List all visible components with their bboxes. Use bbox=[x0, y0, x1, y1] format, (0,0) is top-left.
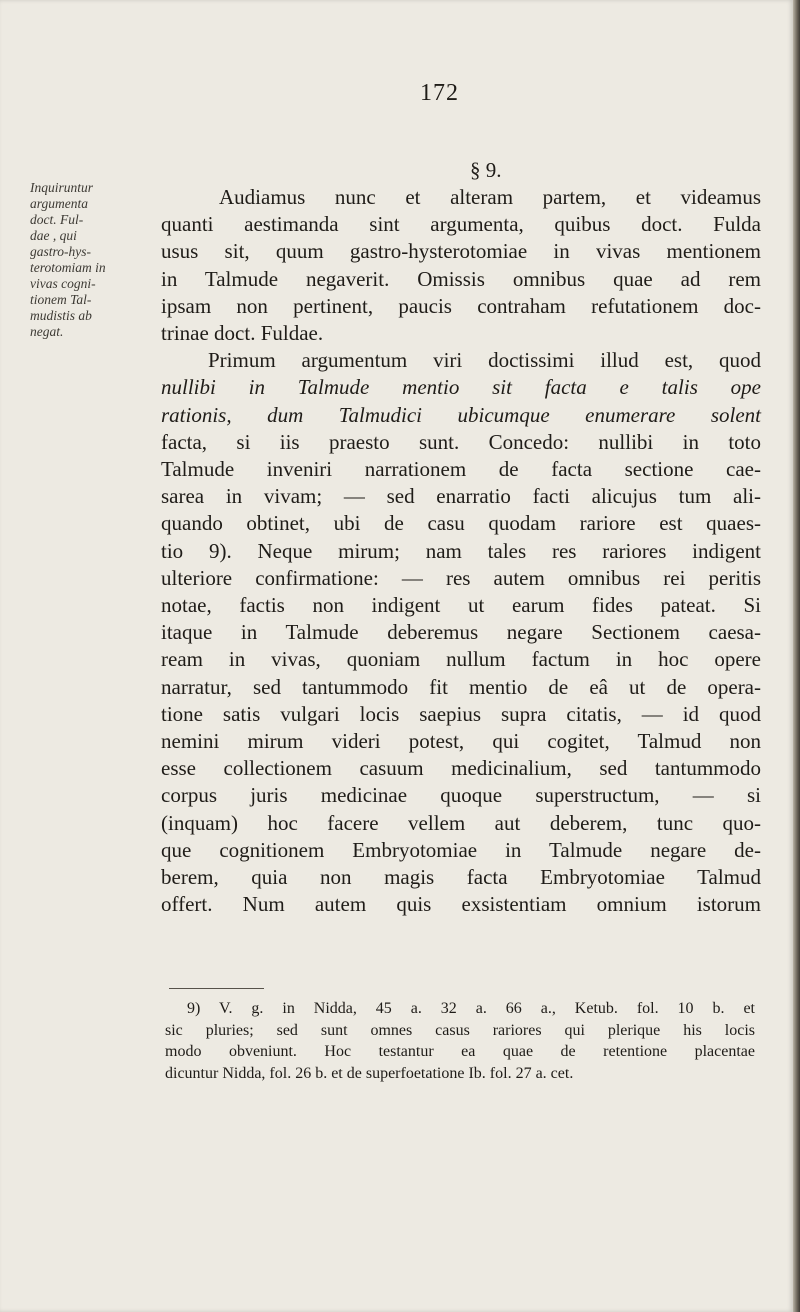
text-line: Talmude inveniri narrationem de facta sectione cae- bbox=[161, 457, 761, 482]
footnote-line: dicuntur Nidda, fol. 26 b. et de superfoetatione Ib. fol. 27 a. cet. bbox=[165, 1064, 574, 1082]
text-line: rationis, dum Talmudici ubicumque enumerare solent bbox=[161, 402, 761, 427]
margin-note-line: gastro-hys- bbox=[30, 244, 91, 259]
section-heading: § 9. bbox=[470, 158, 502, 182]
text-line: nemini mirum videri potest, qui cogitet, Talmud non bbox=[161, 729, 761, 754]
text-line: ipsam non pertinent, paucis contraham refutationem doc- bbox=[161, 293, 761, 318]
text-line: tio 9). Neque mirum; nam tales res rariores indigent bbox=[161, 538, 761, 563]
text-line: offert. Num autem quis exsistentiam omnium istorum bbox=[161, 892, 761, 917]
text-line: in Talmude negaverit. Omissis omnibus quae ad rem bbox=[161, 266, 761, 291]
text-line: sarea in vivam; — sed enarratio facti alicujus tum ali- bbox=[161, 484, 761, 509]
margin-note-line: argumenta bbox=[30, 196, 88, 211]
page-number: 172 bbox=[420, 80, 459, 106]
text-line: ream in vivas, quoniam nullum factum in hoc opere bbox=[161, 647, 761, 672]
footnote-line: 9) V. g. in Nidda, 45 a. 32 a. 66 a., Ketub. fol. 10 b. et bbox=[187, 1000, 755, 1017]
text-line: itaque in Talmude deberemus negare Sectionem caesa- bbox=[161, 620, 761, 645]
text-line: quanti aestimanda sint argumenta, quibus doct. Fulda bbox=[161, 212, 761, 237]
footnotes bbox=[165, 998, 755, 1084]
text-line: narratur, sed tantummodo fit mentio de eâ ut de opera- bbox=[161, 674, 761, 699]
text-line: quando obtinet, ubi de casu quodam rariore est quaes- bbox=[161, 511, 761, 536]
margin-note-line: negat. bbox=[30, 324, 64, 339]
margin-note-line: vivas cogni- bbox=[30, 276, 96, 291]
text-line: esse collectionem casuum medicinalium, sed tantummodo bbox=[161, 756, 761, 781]
text-line: notae, factis non indigent ut earum fides pateat. Si bbox=[161, 593, 761, 618]
text-line: corpus juris medicinae quoque superstructum, — si bbox=[161, 783, 761, 808]
text-line: nullibi in Talmude mentio sit facta e talis ope bbox=[161, 375, 761, 400]
page-edge-shadow bbox=[793, 0, 800, 1312]
margin-note-line: dae , qui bbox=[30, 228, 77, 243]
text-line: berem, quia non magis facta Embryotomiae Talmud bbox=[161, 865, 761, 890]
footnote-line: modo obveniunt. Hoc testantur ea quae de retentione placentae bbox=[165, 1043, 755, 1060]
text-line: Primum argumentum viri doctissimi illud est, quod bbox=[208, 348, 761, 373]
margin-note-line: doct. Ful- bbox=[30, 212, 84, 227]
margin-note-line: Inquiruntur bbox=[30, 180, 94, 195]
text-line: usus sit, quum gastro-hysterotomiae in vivas mentionem bbox=[161, 239, 761, 264]
margin-note-line: terotomiam in bbox=[30, 260, 106, 275]
text-line: facta, si iis praesto sunt. Concedo: nullibi in toto bbox=[161, 429, 761, 454]
footnote-line: sic pluries; sed sunt omnes casus rariores qui plerique his locis bbox=[165, 1021, 755, 1039]
text-line: (inquam) hoc facere vellem aut deberem, tunc quo- bbox=[161, 810, 761, 835]
margin-note-line: mudistis ab bbox=[30, 308, 92, 323]
margin-note-line: tionem Tal- bbox=[30, 292, 92, 307]
footnote-divider bbox=[169, 988, 264, 989]
text-line: trinae doct. Fuldae. bbox=[161, 321, 324, 346]
text-line: tione satis vulgari locis saepius supra citatis, — id quod bbox=[161, 701, 761, 726]
text-line: ulteriore confirmatione: — res autem omnibus rei peritis bbox=[161, 565, 761, 590]
main-text bbox=[161, 184, 761, 918]
text-line: que cognitionem Embryotomiae in Talmude negare de- bbox=[161, 837, 761, 862]
text-line: Audiamus nunc et alteram partem, et videamus bbox=[219, 185, 761, 209]
